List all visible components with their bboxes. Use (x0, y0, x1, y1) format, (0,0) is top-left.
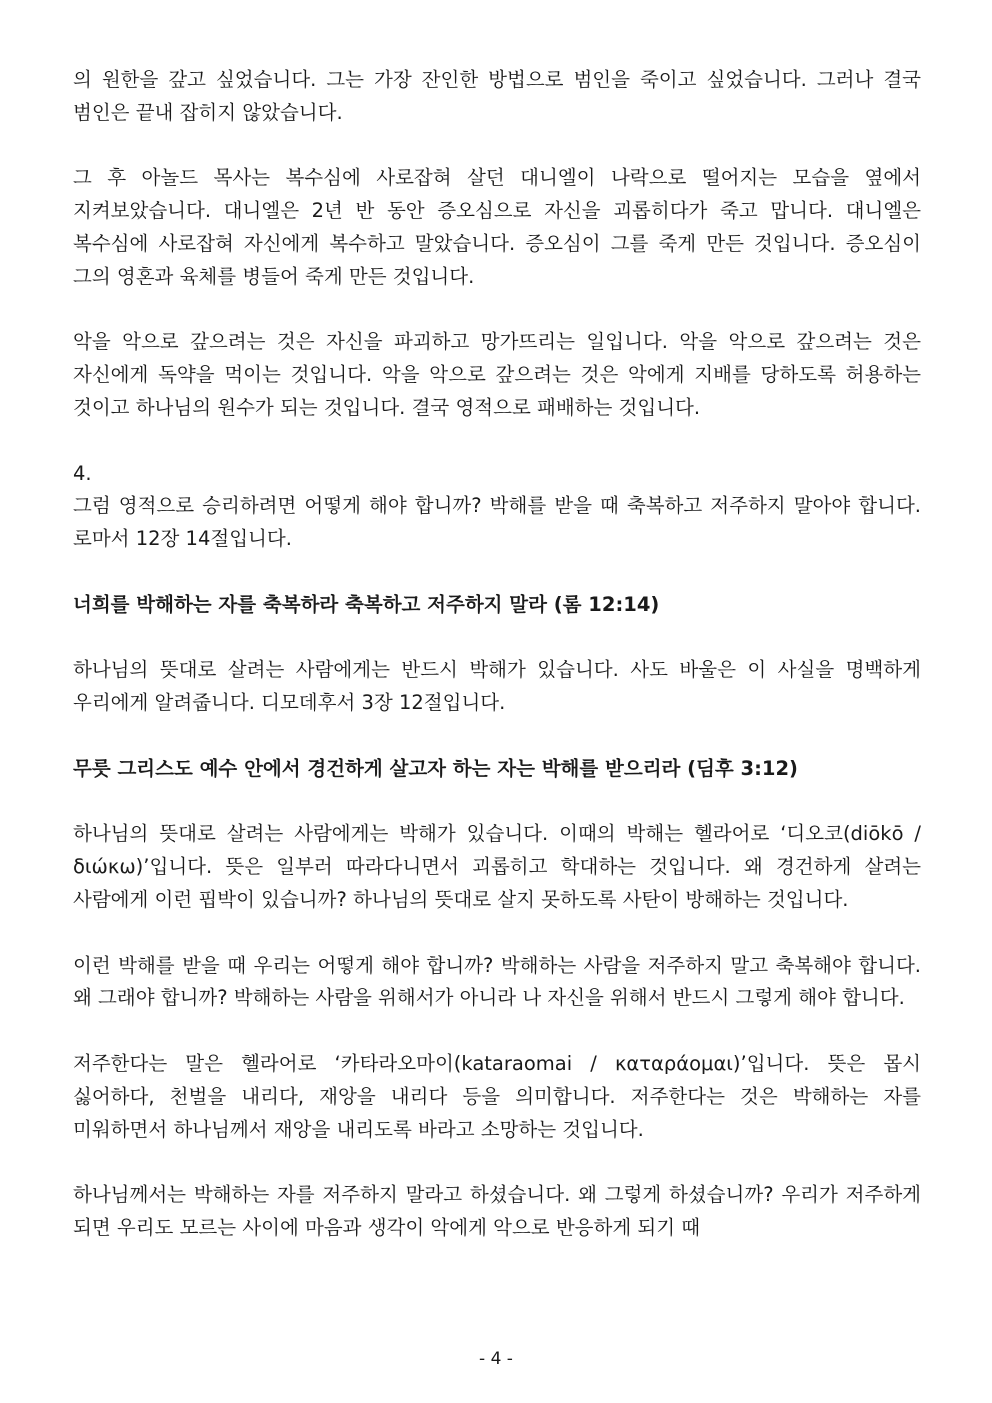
paragraph-gap (73, 556, 921, 589)
paragraph: 하나님의 뜻대로 살려는 사람에게는 반드시 박해가 있습니다. 사도 바울은 이 사실을 명백하게 우리에게 알려줍니다. 디모데후서 3장 12절입니다. (73, 658, 921, 715)
paragraph-gap (73, 720, 921, 753)
paragraph-gap (73, 1015, 921, 1048)
paragraph: 그 후 아놀드 목사는 복수심에 사로잡혀 살던 대니엘이 나락으로 떨어지는 모습을 옆에서 지켜보았습니다. 대니엘은 2년 반 동안 증오심으로 자신을 괴롭히다가 죽고 맙니다. 대니엘은 복수심에 사로잡혀 자신에게 복수하고 말았습니다. 증오심이 그를 죽게 만든 것입니다. 증오심이 그의 영혼과 육체를 병들어 죽게 만든 것입니다. (73, 166, 921, 288)
paragraph: 이런 박해를 받을 때 우리는 어떻게 해야 합니까? 박해하는 사람을 저주하지 말고 축복해야 합니다. 왜 그래야 합니까? 박해하는 사람을 위해서가 아니라 나 자신을 위해서 반드시 그렇게 해야 합니다. (73, 953, 921, 1010)
paragraph-gap (73, 294, 921, 327)
paragraph-gap (73, 786, 921, 819)
paragraph-gap (73, 622, 921, 655)
paragraph-gap (73, 917, 921, 950)
paragraph: 악을 악으로 갚으려는 것은 자신을 파괴하고 망가뜨리는 일입니다. 악을 악으로 갚으려는 것은 자신에게 독약을 먹이는 것입니다. 악을 악으로 갚으려는 것은 악에게 지배를 당하도록 허용하는 것이고 하나님의 원수가 되는 것입니다. 결국 영적으로 패배하는 것입니다. (73, 330, 921, 419)
document-body (73, 64, 921, 1245)
paragraph-gap (73, 1146, 921, 1179)
paragraph: 저주한다는 말은 헬라어로 ‘카타라오마이(kataraomai / καταράομαι)’입니다. 뜻은 몹시 싫어하다, 천벌을 내리다, 재앙을 내리다 등을 의미합니다. 저주한다는 것은 박해하는 자를 미워하면서 하나님께서 재앙을 내리도록 바라고 소망하는 것입니다. (73, 1051, 921, 1141)
paragraph-gap (73, 425, 921, 458)
paragraph: 하나님의 뜻대로 살려는 사람에게는 박해가 있습니다. 이때의 박해는 헬라어로 ‘디오코(diōkō / διώκω)’입니다. 뜻은 일부러 따라다니면서 괴롭히고 학대하는 것입니다. 왜 경건하게 살려는 사람에게 이런 핍박이 있습니까? 하나님의 뜻대로 살지 못하도록 사탄이 방해하는 것입니다. (73, 822, 921, 911)
paragraph: 의 원한을 갚고 싶었습니다. 그는 가장 잔인한 방법으로 범인을 죽이고 싶었습니다. 그러나 결국 범인은 끝내 잡히지 않았습니다. (73, 68, 921, 124)
paragraph: 하나님께서는 박해하는 자를 저주하지 말라고 하셨습니다. 왜 그렇게 하셨습니까? 우리가 저주하게 되면 우리도 모르는 사이에 마음과 생각이 악에게 악으로 반응하게 되기 때 (73, 1183, 921, 1239)
paragraph: 그럼 영적으로 승리하려면 어떻게 해야 합니까? 박해를 받을 때 축복하고 저주하지 말아야 합니다. 로마서 12장 14절입니다. (73, 494, 921, 551)
section-number: 4. (73, 461, 92, 485)
paragraph-gap (73, 130, 921, 163)
scripture-quote: 무릇 그리스도 예수 안에서 경건하게 살고자 하는 자는 박해를 받으리라 (딤후 3:12) (73, 756, 798, 780)
scripture-quote: 너희를 박해하는 자를 축복하라 축복하고 저주하지 말라 (롬 12:14) (73, 592, 660, 616)
page-number: - 4 - (479, 1349, 513, 1369)
